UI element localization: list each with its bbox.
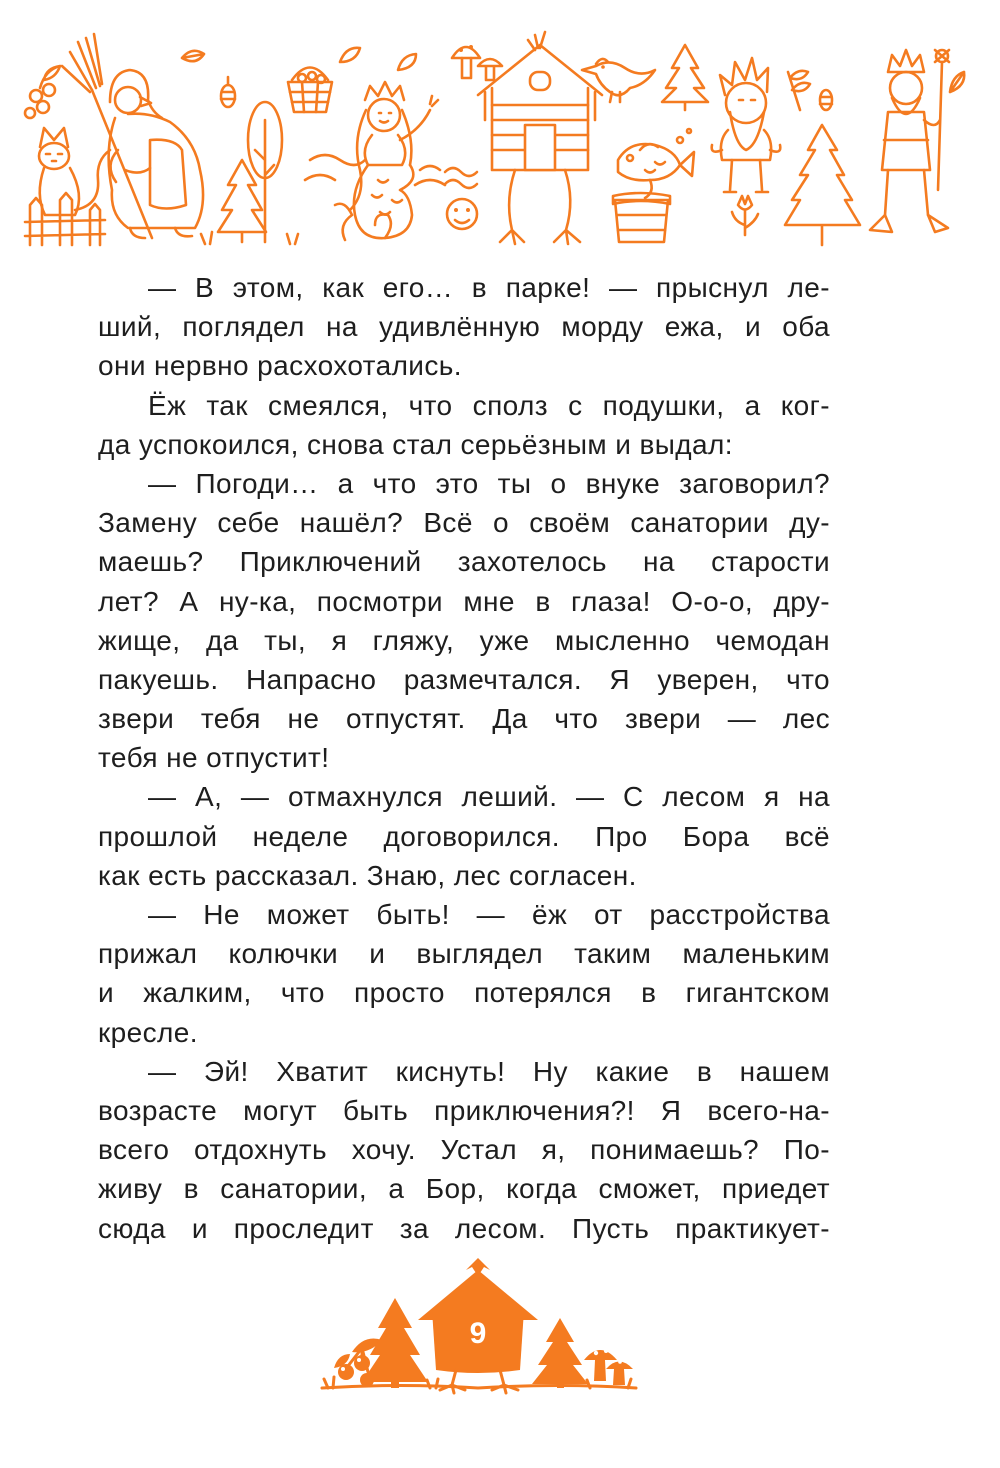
text-line: пакуешь. Напрасно размечтался. Я уверен, что [98, 663, 830, 695]
text-line: Ёж так смеялся, что сполз с подушки, а ког- [148, 389, 830, 421]
paragraph [98, 1052, 830, 1248]
paragraph [98, 895, 830, 1052]
mushrooms-illustration [584, 1349, 633, 1385]
basket-illustration [288, 68, 332, 113]
cat-illustration [39, 128, 110, 215]
fish-in-barrel-illustration [613, 129, 694, 242]
text-line: — Эй! Хватит киснуть! Ну какие в нашем [148, 1055, 830, 1087]
crow-illustration [582, 59, 655, 102]
mushrooms-illustration [452, 45, 502, 80]
text-line: лет? А ну-ка, посмотри мне в глаза! О-о-о, дру- [98, 585, 830, 617]
text-line: они нервно расхохотались. [98, 350, 462, 382]
text-line: возрасте могут быть приключения?! Я всего-на- [98, 1094, 830, 1126]
text-line: всего отдохнуть хочу. Устал я, понимаешь? По- [98, 1134, 830, 1166]
small-fir-illustration [201, 160, 298, 244]
text-line: тебя не отпустит! [98, 742, 330, 774]
tree-illustration [248, 102, 282, 242]
text-line: прошлой неделе договорился. Про Бора всё [98, 820, 830, 852]
text-line: кресле. [98, 1016, 198, 1048]
text-line: как есть рассказал. Знаю, лес согласен. [98, 859, 637, 891]
text-line: — А, — отмахнулся леший. — С лесом я на [148, 781, 830, 813]
leshy-illustration [712, 58, 781, 192]
text-line: — Погоди… а что это ты о внуке заговорил? [148, 467, 830, 499]
text-line: прижал колючки и выглядел таким маленьким [98, 938, 830, 970]
kolobok-illustration [447, 199, 477, 229]
text-line: Замену себе нашёл? Всё о своём санатории ду- [98, 507, 830, 539]
paragraph [98, 777, 830, 895]
text-line: ший, поглядел на удивлённую морду ежа, и оба [98, 311, 830, 343]
story-text [98, 268, 830, 1248]
flower-illustration [732, 196, 758, 235]
text-line: жище, да ты, я гляжу, уже мысленно чемодан [98, 624, 830, 656]
king-illustration [870, 50, 949, 232]
text-line: живу в санатории, а Бор, когда сможет, приедет [98, 1173, 830, 1205]
waves-illustration [445, 168, 477, 188]
paragraph [98, 386, 830, 464]
berries-illustration [25, 66, 60, 118]
hut-silhouette-illustration [418, 1258, 538, 1393]
text-line: да успокоился, снова стал серьёзным и выдал: [98, 428, 733, 460]
text-line: и жалким, что просто потерялся в гигантском [98, 977, 830, 1009]
text-line: звери тебя не отпустят. Да что звери — лес [98, 703, 830, 735]
hut-on-chicken-legs-illustration [478, 32, 602, 244]
header-illustrations [0, 0, 1000, 260]
footer-illustration [0, 1250, 1000, 1410]
paragraph [98, 268, 830, 386]
text-line: — Не может быть! — ёж от расстройства [148, 899, 830, 930]
page-number: 9 [469, 1317, 487, 1350]
paragraph [98, 464, 830, 778]
text-line: — В этом, как его… в парке! — прыснул ле- [148, 272, 830, 303]
fir-tree-right-illustration [532, 1318, 588, 1388]
fir-tree-illustration [662, 45, 708, 110]
text-line: маешь? Приключений захотелось на старости [98, 546, 830, 578]
text-line: сюда и проследит за лесом. Пусть практикует- [98, 1212, 830, 1244]
large-fir-tree-illustration [785, 125, 860, 245]
